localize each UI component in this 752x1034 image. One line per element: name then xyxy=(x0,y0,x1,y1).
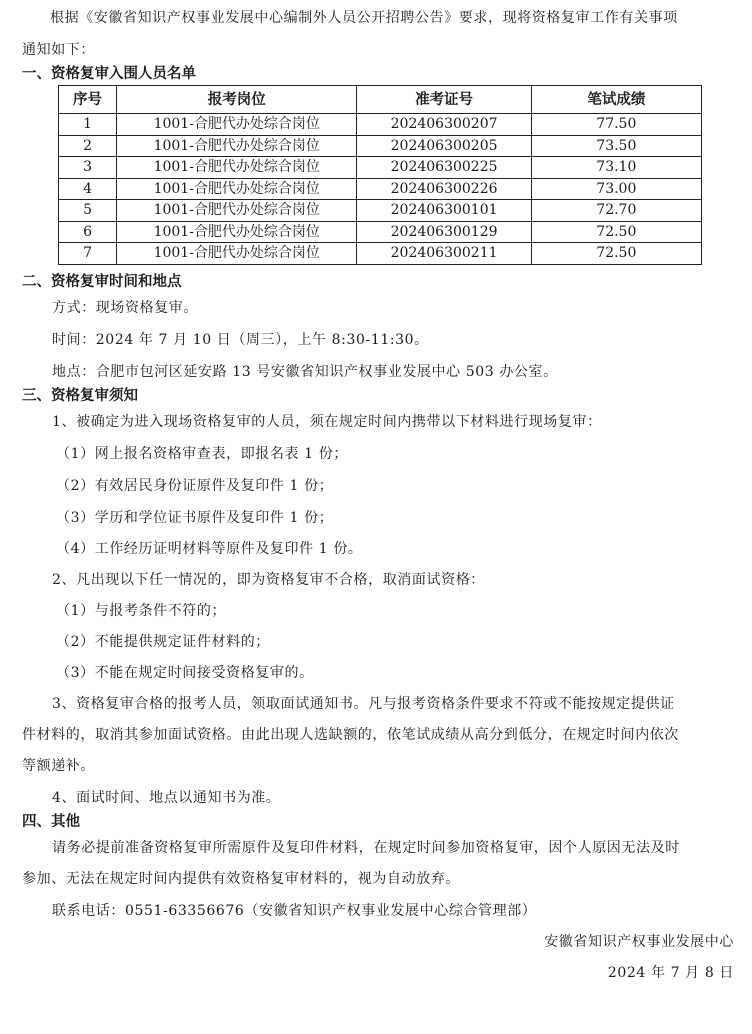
header-exam-number: 准考证号 xyxy=(357,86,531,114)
intro-line-1: 根据《安徽省知识产权事业发展中心编制外人员公开招聘公告》要求，现将资格复审工作有关事项 xyxy=(50,10,678,26)
table-row xyxy=(59,157,702,179)
row-exam-number: 202406300207 xyxy=(357,114,531,136)
row-exam-number: 202406300205 xyxy=(357,135,531,157)
table-header-row xyxy=(59,86,702,114)
row-index: 2 xyxy=(59,135,117,157)
row-score: 73.00 xyxy=(531,178,701,200)
material-item: （1）网上报名资格审查表，即报名表 1 份； xyxy=(56,446,348,462)
table-row xyxy=(59,221,702,243)
intro-line-2: 通知如下： xyxy=(22,42,95,58)
row-score: 72.50 xyxy=(531,243,701,265)
review-time: 时间：2024 年 7 月 10 日（周三），上午 8:30-11:30。 xyxy=(52,332,429,348)
row-position: 1001-合肥代办处综合岗位 xyxy=(117,221,357,243)
section-1-heading: 一、资格复审入围人员名单 xyxy=(22,66,196,82)
contact-phone: 联系电话：0551-63356676（安徽省知识产权事业发展中心综合管理部） xyxy=(52,903,537,919)
row-index: 3 xyxy=(59,157,117,179)
material-item: （3）学历和学位证书原件及复印件 1 份； xyxy=(56,510,334,526)
material-item: （2）有效居民身份证原件及复印件 1 份； xyxy=(56,478,334,494)
disqualify-item: （2）不能提供规定证件材料的； xyxy=(56,634,270,650)
review-place: 地点：合肥市包河区延安路 13 号安徽省知识产权事业发展中心 503 办公室。 xyxy=(52,364,558,380)
section-4-heading: 四、其他 xyxy=(22,814,80,830)
row-score: 77.50 xyxy=(531,114,701,136)
signature-org: 安徽省知识产权事业发展中心 xyxy=(544,934,734,950)
header-position: 报考岗位 xyxy=(117,86,357,114)
notice-item-3-line-3: 等额递补。 xyxy=(22,758,95,774)
row-index: 5 xyxy=(59,200,117,222)
section-2-heading: 二、资格复审时间和地点 xyxy=(22,274,182,290)
table-row xyxy=(59,200,702,222)
row-position: 1001-合肥代办处综合岗位 xyxy=(117,178,357,200)
row-position: 1001-合肥代办处综合岗位 xyxy=(117,114,357,136)
row-score: 73.10 xyxy=(531,157,701,179)
row-position: 1001-合肥代办处综合岗位 xyxy=(117,157,357,179)
table-row xyxy=(59,178,702,200)
row-index: 1 xyxy=(59,114,117,136)
signature-date: 2024 年 7 月 8 日 xyxy=(607,965,734,981)
disqualify-item: （1）与报考条件不符的； xyxy=(56,603,227,619)
other-line-2: 参加、无法在规定时间内提供有效资格复审材料的，视为自动放弃。 xyxy=(22,871,460,887)
notice-item-2: 2、凡出现以下任一情况的，即为资格复审不合格，取消面试资格： xyxy=(52,572,485,588)
row-index: 6 xyxy=(59,221,117,243)
other-line-1: 请务必提前准备资格复审所需原件及复印件材料，在规定时间参加资格复审，因个人原因无法及时 xyxy=(52,840,680,856)
header-score: 笔试成绩 xyxy=(531,86,701,114)
row-index: 4 xyxy=(59,178,117,200)
row-position: 1001-合肥代办处综合岗位 xyxy=(117,200,357,222)
material-item: （4）工作经历证明材料等原件及复印件 1 份。 xyxy=(56,541,363,557)
row-exam-number: 202406300211 xyxy=(357,243,531,265)
review-method: 方式：现场资格复审。 xyxy=(52,300,198,316)
notice-item-1: 1、被确定为进入现场资格复审的人员，须在规定时间内携带以下材料进行现场复审： xyxy=(52,414,602,430)
disqualify-item: （3）不能在规定时间接受资格复审的。 xyxy=(56,665,314,681)
row-exam-number: 202406300225 xyxy=(357,157,531,179)
row-score: 73.50 xyxy=(531,135,701,157)
header-index: 序号 xyxy=(59,86,117,114)
row-exam-number: 202406300129 xyxy=(357,221,531,243)
row-position: 1001-合肥代办处综合岗位 xyxy=(117,243,357,265)
row-exam-number: 202406300101 xyxy=(357,200,531,222)
table-row xyxy=(59,114,702,136)
notice-item-3-line-2: 件材料的，取消其参加面试资格。由此出现人选缺额的，依笔试成绩从高分到低分，在规定时间内依次 xyxy=(22,727,679,743)
row-index: 7 xyxy=(59,243,117,265)
notice-item-3-line-1: 3、资格复审合格的报考人员，领取面试通知书。凡与报考资格条件要求不符或不能按规定提供证 xyxy=(52,696,675,712)
section-3-heading: 三、资格复审须知 xyxy=(22,388,138,404)
row-position: 1001-合肥代办处综合岗位 xyxy=(117,135,357,157)
table-row xyxy=(59,135,702,157)
row-score: 72.70 xyxy=(531,200,701,222)
row-exam-number: 202406300226 xyxy=(357,178,531,200)
candidate-table xyxy=(58,85,702,265)
table-row xyxy=(59,243,702,265)
notice-item-4: 4、面试时间、地点以通知书为准。 xyxy=(52,790,281,806)
row-score: 72.50 xyxy=(531,221,701,243)
